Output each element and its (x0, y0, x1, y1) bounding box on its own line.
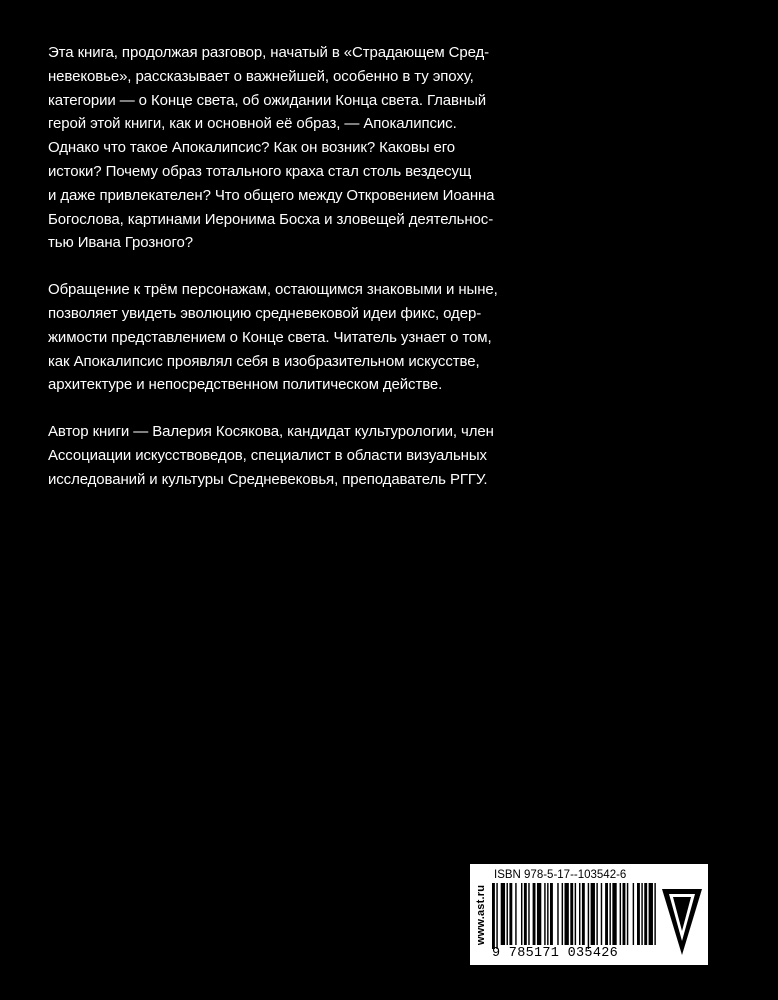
back-cover-text (48, 41, 498, 492)
text-line: позволяет увидеть эволюцию средневековой идеи фикс, одер- (48, 304, 482, 322)
barcode-bar (620, 883, 621, 945)
text-line: как Апокалипсис проявлял себя в изобразительном искусстве, (48, 352, 480, 370)
barcode-bar (565, 883, 569, 945)
barcode-bar (654, 883, 655, 945)
text-line: истоки? Почему образ тотального краха стал столь вездесущ (48, 162, 472, 180)
barcode-bar (623, 883, 626, 945)
barcode-bar (633, 883, 634, 945)
barcode-bar (521, 883, 522, 945)
paragraph-3 (48, 420, 494, 491)
barcode-bar (579, 883, 580, 945)
text-line: исследований и культуры Средневековья, преподаватель РГГУ. (48, 470, 488, 488)
barcode-bar (547, 883, 548, 945)
publisher-v-logo-icon (660, 883, 704, 961)
barcode-bar (509, 883, 512, 945)
barcode-bar (524, 883, 527, 945)
text-line: и даже привлекателен? Что общего между Откровением Иоанна (48, 186, 495, 204)
barcode-bar (501, 883, 505, 945)
barcode-bar (507, 883, 508, 945)
text-line: категории — о Конце света, об ожидании Конца света. Главный (48, 91, 487, 109)
text-line: архитектуре и непосредственном политическом действе. (48, 376, 443, 394)
barcode-bars (492, 883, 658, 949)
barcode-bar (557, 883, 558, 945)
text-line: герой этой книги, как и основной её образ, — Апокалипсис. (48, 115, 457, 133)
text-line: тью Ивана Грозного? (48, 234, 194, 252)
barcode-bar (582, 883, 585, 945)
text-line: Автор книги — Валерия Косякова, кандидат культурологии, член (48, 423, 494, 441)
paragraph-1 (48, 41, 495, 255)
barcode-bar (537, 883, 541, 945)
paragraph-2 (48, 278, 498, 397)
text-line: Ассоциации искусствоведов, специалист в области визуальных (48, 446, 487, 464)
text-line: жимости представлением о Конце света. Читатель узнает о том, (48, 328, 492, 346)
barcode-bar (496, 883, 497, 949)
barcode-bar (528, 883, 529, 945)
publisher-site-text: www.ast.ru (475, 884, 487, 946)
barcode-bar (649, 883, 653, 945)
barcode-digits: 9 785171 035426 (492, 946, 619, 961)
text-line: Эта книга, продолжая разговор, начатый в «Страдающем Сред- (48, 44, 490, 61)
barcode-bar (591, 883, 595, 945)
barcode-bar (533, 883, 536, 945)
text-line: Богослова, картинами Иеронима Босха и зловещей деятельнос- (48, 210, 494, 228)
barcode-bar (596, 883, 597, 945)
barcode-bar (550, 883, 553, 945)
publisher-site-label (473, 866, 489, 964)
barcode-bar (515, 883, 516, 945)
text-line: Однако что такое Апокалипсис? Как он возник? Каковы его (48, 139, 456, 157)
barcode-bar (641, 883, 642, 945)
barcode-bar (562, 883, 563, 945)
barcode-bar (570, 883, 573, 945)
barcode-bar (637, 883, 640, 945)
barcode-bar (601, 883, 602, 945)
text-line: невековье», рассказывает о важнейшей, особенно в ту эпоху, (48, 67, 474, 85)
barcode-bar (575, 883, 576, 945)
barcode-bar (492, 883, 495, 949)
barcode-bar (627, 883, 628, 945)
barcode-bar (609, 883, 610, 945)
barcode-bar (544, 883, 545, 945)
barcode-bar (588, 883, 589, 949)
barcode-bar (612, 883, 616, 945)
barcode-bar (644, 883, 647, 945)
isbn-label: ISBN 978-5-17--103542-6 (494, 869, 627, 881)
barcode-bar (605, 883, 608, 945)
isbn-barcode-panel (470, 864, 708, 965)
text-line: Обращение к трём персонажам, остающимся знаковыми и ныне, (48, 281, 498, 299)
